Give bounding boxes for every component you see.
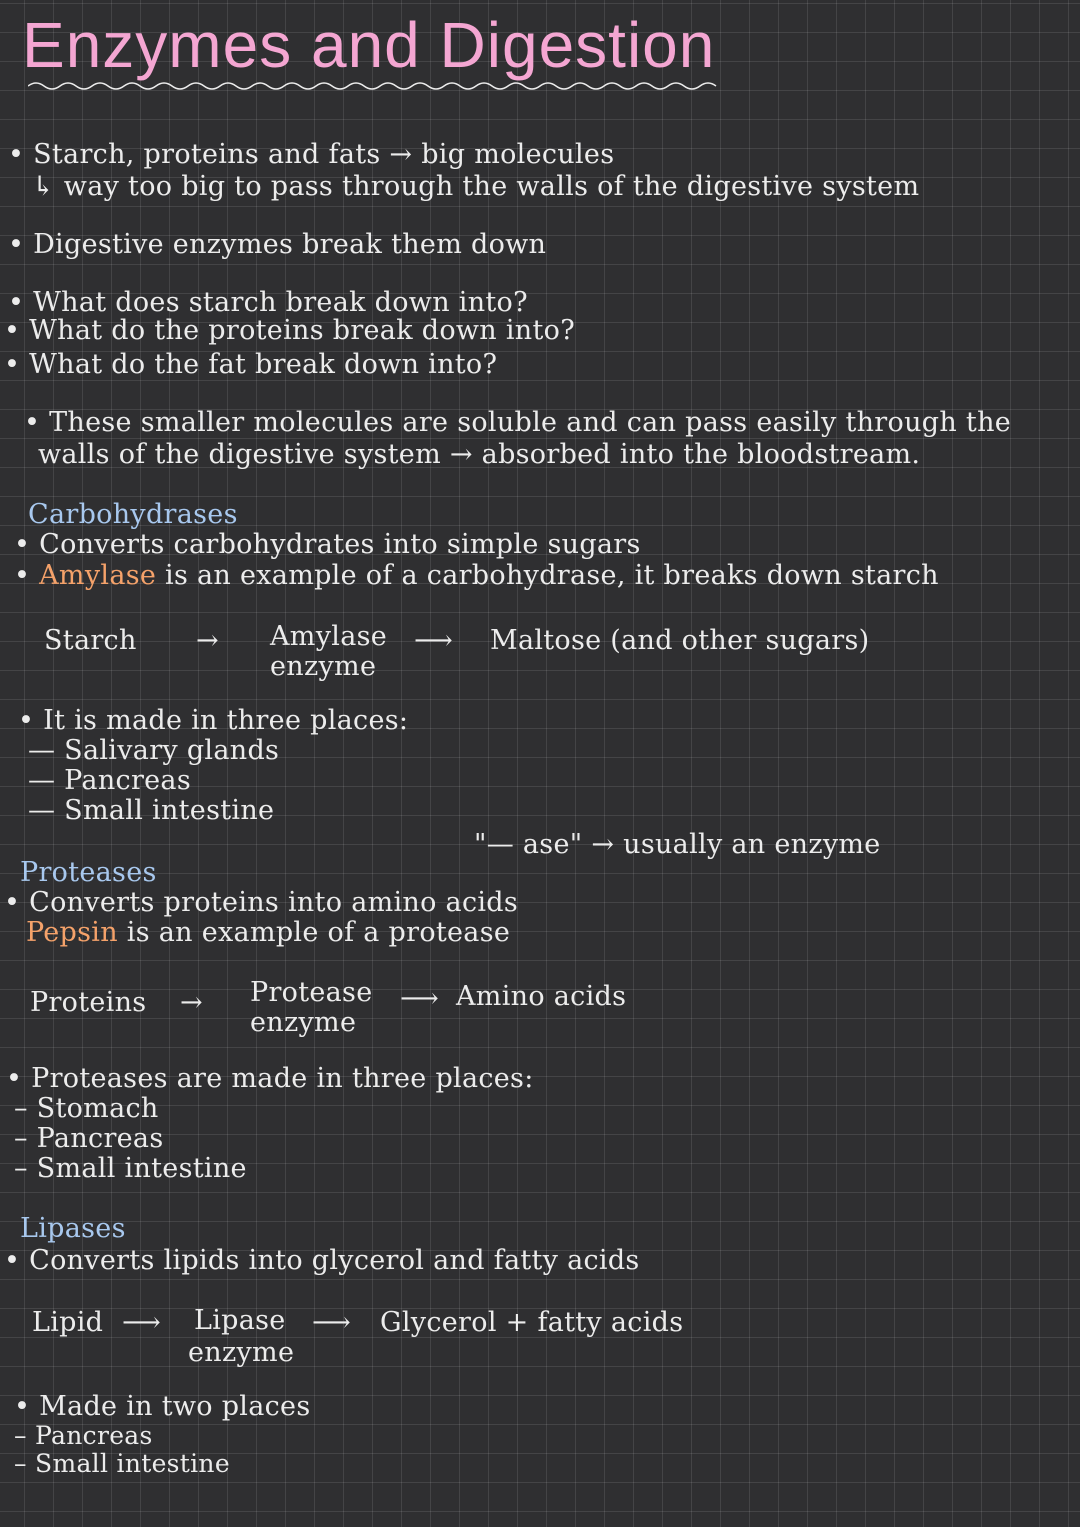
carbohydrases-heading: Carbohydrases (28, 499, 238, 530)
amylase-made-in: • It is made in three places: (18, 705, 409, 736)
place-pancreas: — Pancreas (28, 765, 191, 796)
proteases-point-2 (26, 918, 510, 948)
proteases-made-in: • Proteases are made in three places: (6, 1063, 534, 1094)
eq-glycerol-fatty-acids: Glycerol + fatty acids (380, 1307, 684, 1338)
proteases-point-1: • Converts proteins into amino acids (4, 887, 519, 918)
amylase-highlight: Amylase (39, 560, 157, 591)
question-starch: • What does starch break down into? (8, 287, 528, 318)
eq-enzyme-label: enzyme (188, 1337, 295, 1368)
eq-proteins: Proteins (30, 987, 147, 1018)
eq-arrow: ⟶ (400, 983, 440, 1014)
soluble-line-2: walls of the digestive system → absorbed into the bloodstream. (38, 439, 921, 470)
eq-enzyme-label: enzyme (270, 651, 377, 682)
bullet: • (14, 560, 31, 591)
eq-lipid: Lipid (32, 1307, 104, 1338)
question-proteins: • What do the proteins break down into? (4, 315, 575, 346)
eq-amino-acids: Amino acids (456, 981, 627, 1012)
intro-line-3: • Digestive enzymes break them down (8, 229, 547, 260)
place-small-intestine: – Small intestine (14, 1449, 230, 1478)
ase-note: "— ase" → usually an enzyme (474, 829, 881, 860)
page-title: Enzymes and Digestion (22, 9, 716, 81)
question-fat: • What do the fat break down into? (4, 349, 498, 380)
intro-line-2: ↳ way too big to pass through the walls of the digestive system (32, 171, 920, 202)
eq-arrow: ⟶ (414, 625, 454, 656)
carbohydrases-point-1: • Converts carbohydrates into simple sugars (14, 529, 641, 560)
lipases-point-1: • Converts lipids into glycerol and fatty acids (4, 1245, 640, 1276)
eq-amylase: Amylase (270, 621, 388, 652)
eq-enzyme-label: enzyme (250, 1007, 357, 1038)
place-small-intestine: — Small intestine (28, 795, 275, 826)
eq-lipase: Lipase (194, 1305, 286, 1336)
eq-starch: Starch (44, 625, 137, 656)
place-salivary-glands: — Salivary glands (28, 735, 280, 766)
carbohydrases-point-2 (14, 561, 939, 591)
proteases-heading: Proteases (20, 857, 157, 888)
eq-maltose: Maltose (and other sugars) (490, 625, 870, 656)
eq-arrow: ⟶ (312, 1307, 352, 1338)
eq-arrow: → (180, 987, 203, 1018)
lipases-heading: Lipases (20, 1213, 126, 1244)
pepsin-highlight: Pepsin (26, 917, 118, 948)
carbohydrases-point-2-rest: is an example of a carbohydrase, it breaks down starch (165, 560, 939, 591)
eq-arrow: → (196, 625, 219, 656)
place-small-intestine: – Small intestine (14, 1153, 247, 1184)
title-underline (28, 78, 718, 94)
soluble-line-1: • These smaller molecules are soluble and can pass easily through the (24, 407, 1012, 438)
place-stomach: – Stomach (14, 1093, 159, 1124)
eq-protease: Protease (250, 977, 373, 1008)
lipases-made-in: • Made in two places (14, 1391, 311, 1422)
eq-arrow: ⟶ (122, 1307, 162, 1338)
place-pancreas: – Pancreas (14, 1123, 164, 1154)
intro-line-1: • Starch, proteins and fats → big molecules (8, 139, 615, 170)
proteases-point-2-rest: is an example of a protease (126, 917, 511, 948)
place-pancreas: – Pancreas (14, 1421, 153, 1450)
